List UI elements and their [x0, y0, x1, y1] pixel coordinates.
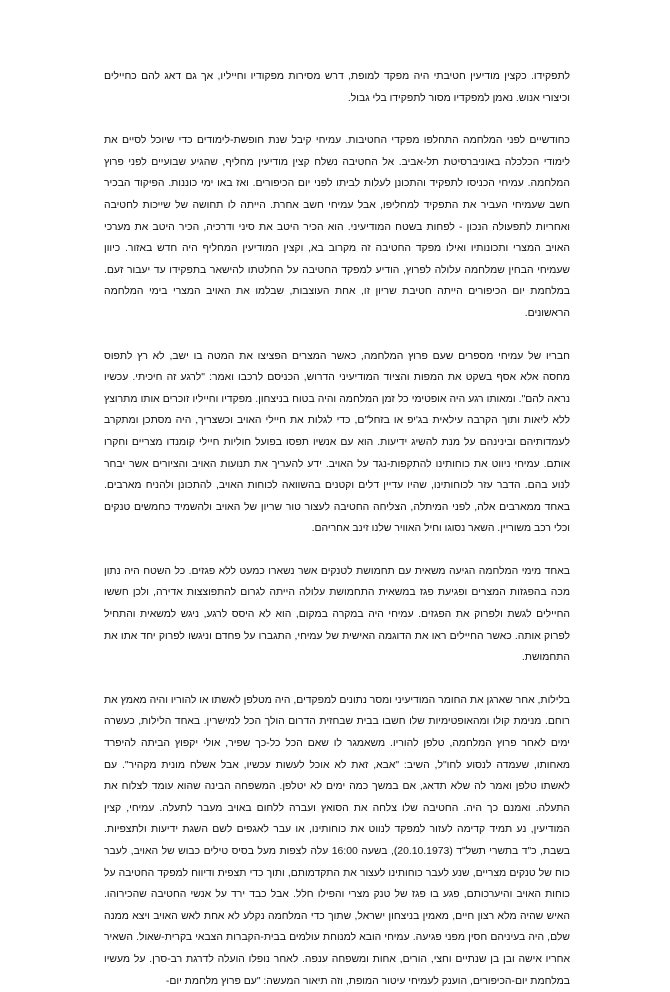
paragraph-4: באחד מימי המלחמה הגיעה משאית עם תחמושת לטנקים אשר נשארו כמעט ללא פגזים. כל השטח היה נתון מכה בהפגזות המצרים ופגיעת פגז במשאית התחמושת עלולה הייתה לגרום להתפוצצות אדירה, ולכן חששו החיילים לגשת ולפרוק את הפגזים. עמיחי היה במקרה במקום, הוא לא היסס לרגע, ניגש למשאית והתחיל לפרוק אותה. כאשר החיילים ראו את הדוגמה האישית של עמיחי, התגברו על פחדם וניגשו לפרוק יחד אתו את התחמושת.	[104, 565, 570, 664]
document-page	[104, 66, 570, 992]
paragraph-1: לתפקידו. כקצין מודיעין חטיבתי היה מפקד למופת, דרש מסירות מפקודיו וחייליו, אך גם דאג להם כחיילים וכיצורי אנוש. נאמן למפקדיו מסור לתפקידו בלי גבול.	[104, 71, 570, 104]
paragraph-3: חבריו של עמיחי מספרים שעם פרוץ המלחמה, כאשר המצרים הפציצו את המטה בו ישב, לא רץ לתפוס מחסה אלא אסף בשקט את המפות והציוד המודיעיני הדרוש, הכניסם לרכבו ואמר: "לרגע זה חיכיתי. עכשיו נראה להם". ומאותו רגע היה אופטימי כל זמן המלחמה והיה בטוח בניצחון. מפקדיו וחייליו זוכרים אותו מתרוצץ ללא ליאות ותוך הקרבה עילאית בג'יפ או בזחל"ם, כדי לגלות את חיילי האויב וכשצריך, היה מסתכן ומתקרב לעמדותיהם ובינינהם על מנת להשיג ידיעות. הוא עם אנשיו תפסו בפועל חוליות חיילי קומנדו מצריים וחקרו אותם. עמיחי ניווט את כוחותינו להתקפות-נגד על האויב. ידע להעריך את תנועות האויב והציורים אשר יבחר לנוע בהם. הדבר עזר לכוחותינו, שהיו עדיין דלים וקטנים בהשוואה לכוחות האויב, להתכונן ולהניח מארבים. באחד ממארבים אלה, לפני המיתלה, הצליחה החטיבה לעצור טור שריון של האויב ולהשמיד כחמשים טנקים וכלי רכב משוריין. השאר נסוגו וחיל האוויר שלנו זינב אחריהם.	[104, 350, 570, 535]
paragraph-2: כחודשיים לפני המלחמה התחלפו מפקדי החטיבות. עמיחי קיבל שנת חופשת-לימודים כדי שיוכל לסיים את לימודי הכלכלה באוניברסיטת תל-אביב. אל החטיבה נשלח קצין מודיעין מחליף, שהגיע שבועיים לפני פרוץ המלחמה. עמיחי הכניסו לתפקיד והתכונן לעלות לביתו לפני יום הכיפורים. ואז באו ימי כוננות. הפיקוד הבכיר חשב שעמיחי העביר את התפקיד למחליפו, אבל עמיחי חשב אחרת. הייתה לו תחושה של שייכות לחטיבה ואחריות לתפעולה הנכון - לפחות בשטח המודיעיני. הוא הכיר היטב את סיני ודרכיה, הכיר היטב את מערכי האויב המצרי ותכונותיו ואילו מפקד החטיבה זה מקרוב בא, וקצין המודיעין המחליף היה חדש באזור. כיוון שעמיחי הבחין שמלחמה עלולה לפרוץ, הודיע למפקד החטיבה על החלטתו להישאר בתפקידו עד יעבור זעם. במלחמת יום הכיפורים הייתה חטיבת שריון זו, אחת העוצבות, שבלמו את האויב המצרי בימי המלחמה הראשונים.	[104, 135, 570, 319]
paragraph-5: בלילות, אחר שארגן את החומר המודיעיני ומסר נתונים למפקדים, היה מטלפן לאשתו או להוריו והיה מאמץ את רוחם. מנימת קולו ומהאופטימיות שלו חשבו בבית שבחזית הדרום הולך הכל למישרין. באחד הלילות, כעשרה ימים לאחר פרוץ המלחמה, טלפן להוריו. משאמגר לו שאם הכל כל-כך שפיר, אולי יקפוץ הביתה להיפרד מאחותו, שעמדה לנסוע לחו"ל, השיב: "אבא, זאת לא אוכל לעשות עכשיו, אבל אשלח מונית מקהיר". עם לאשתו טלפן ואמר לה שלא תדאג, אם במשך כמה ימים לא יטלפן. המשפחה הבינה שהוא עומד לצלוח את התעלה. ואמנם כך היה. החטיבה שלו צלחה את הסואץ ועברה ללחום באויב מעבר לתעלה. עמיחי, קצין המודיעין, נע תמיד קדימה לעזור למפקד לנווט את כוחותינו, או עבר לאגפים לשם השגת ידיעות ולתצפיות. בשבת, כ"ד בתשרי תשל"ד (20.10.1973), בשעה 16:00 עלה לצפות מעל בסיס טילים כבוש של האויב, לעבר כוח של טנקים מצריים, שנע לעבר כוחותינו לעצור את התקדמותם, ותוך כדי תצפית ודיווח למפקד החטיבה על כוחות האויב והיערכותם, פגע בו פגז של טנק מצרי והפילו חלל. אבל כבד ירד על אנשי החטיבה שהכירוהו. האיש שהיה מלא רצון חיים, מאמין בניצחון ישראל, שתוך כדי המלחמה נקלע לא אחת לאש האויב ויצא ממנה שלם, היה בעיניהם חסין מפני פגיעה. עמיחי הובא למנוחת עולמים בבית-הקברות הצבאי בקרית-שאול. השאיר אחריו אישה ובן בן שנתיים וחצי, הורים, אחות ומשפחה ענפה. לאחר נופלו הועלה לדרגת רב-סרן. על מעשיו במלחמת יום-הכיפורים, הוענק לעמיחי עיטור המופת, וזה תיאור המעשה: "עם פרוץ מלחמת יום-	[104, 694, 570, 987]
